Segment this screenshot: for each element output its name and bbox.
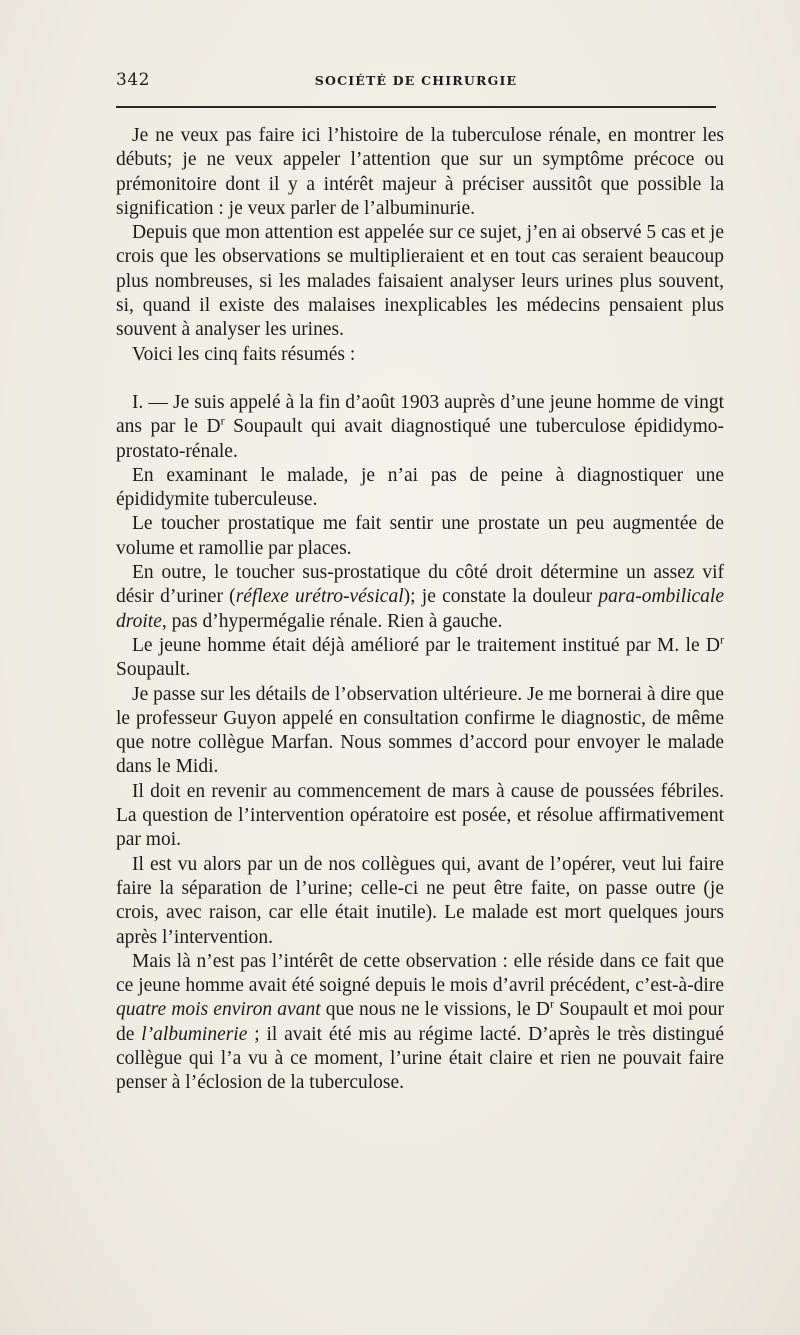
paragraph-p4 — [116, 391, 724, 464]
running-head: SOCIÉTÉ DE CHIRURGIE — [314, 73, 518, 88]
text-run: Je passe sur les détails de l’observation ultérieure. Je me bornerai à dire que le professeur Guyon appelé en consultation confirme le diagnostic, de même que notre collègue Marfan. Nous sommes d’accord pour envoyer le malade dans le Midi. — [116, 683, 724, 778]
text-run: Il est vu alors par un de nos collègues qui, avant de l’opérer, veut lui faire faire la séparation de l’urine; celle-ci ne peut être faite, on passe outre (je crois, avec raison, car elle était inutile). Le malade est mort quelques jours après l’intervention. — [116, 853, 724, 948]
text-run: ); je constate la douleur — [403, 586, 599, 608]
header-rule — [116, 106, 716, 108]
text-run: I. — Je suis appelé à la fin d’août 1903 auprès d’une jeune homme de vingt ans par le D — [116, 391, 724, 438]
body-text — [116, 124, 724, 1096]
italic-text: l’albuminerie — [141, 1023, 248, 1045]
paragraph-p11 — [116, 853, 724, 950]
paragraph-p2 — [116, 221, 724, 342]
text-run: Mais là n’est pas l’intérêt de cette observation : elle réside dans ce fait que ce jeune homme avait été soigné depuis le mois d’avril précédent, c’est-à-dire — [116, 950, 724, 997]
italic-text: réflexe urétro-vésical — [235, 586, 404, 608]
text-run: Le jeune homme était déjà amélioré par le traitement institué par M. le D — [132, 634, 720, 656]
text-run: Depuis que mon attention est appelée sur ce sujet, j’en ai observé 5 cas et je crois que les observations se multiplieraient et en tout cas seraient beaucoup plus nombreuses, si les malades faisaient analyser leurs urines plus souvent, si, quand il existe des malaises inexplicables les médecins pensaient plus souvent à analyser les urines. — [116, 222, 724, 341]
text-run: Voici les cinq faits résumés : — [132, 343, 356, 365]
paragraph-p5 — [116, 464, 724, 513]
superscript: r — [720, 632, 724, 647]
superscript: r — [220, 413, 225, 428]
page-number: 342 — [116, 70, 150, 90]
text-run: Soupault qui avait diagnostiqué une tuberculose épididymo-prostato-rénale. — [116, 416, 724, 462]
italic-text: quatre mois environ avant — [116, 999, 321, 1021]
text-run: Soupault. — [116, 659, 191, 681]
text-run: , pas d’hypermégalie rénale. Rien à gauche. — [161, 610, 503, 632]
paragraph-p6 — [116, 512, 724, 561]
paragraph-p1 — [116, 124, 724, 221]
paragraph-p10 — [116, 780, 724, 853]
paragraph-p8 — [116, 634, 724, 683]
text-run: Le toucher prostatique me fait sentir une prostate un peu augmentée de volume et ramollie par places. — [116, 513, 724, 559]
text-run: En examinant le malade, je n’ai pas de peine à diagnostiquer une épididymite tuberculeuse. — [116, 464, 724, 511]
text-run: ; il avait été mis au régime lacté. D’après le très distingué collègue qui l’a vu à ce moment, l’urine était claire et rien ne pouvait faire penser à l’éclosion de la tuberculose. — [116, 1023, 724, 1094]
page-header — [116, 70, 716, 98]
text-run: En outre, le toucher sus-prostatique du côté droit détermine un assez vif désir d’uriner ( — [116, 562, 724, 608]
text-run: que nous ne le vissions, le D — [320, 999, 550, 1021]
paragraph-p3 — [116, 343, 724, 367]
text-run: Soupault et moi pour de — [116, 999, 724, 1045]
text-run: Je ne veux pas faire ici l’histoire de la tuberculose rénale, en montrer les débuts; je ne veux appeler l’attention que sur un symptôme précoce ou prémonitoire dont il y a intérêt majeur à préciser aussitôt que possible la signification : je veux parler de l’albuminurie. — [116, 125, 724, 219]
italic-text: para-ombilicale droite — [116, 586, 725, 632]
superscript: r — [549, 996, 554, 1011]
paragraph-p9 — [116, 683, 724, 780]
text-run: Il doit en revenir au commencement de mars à cause de poussées fébriles. La question de l’intervention opératoire est posée, et résolue affirmativement par moi. — [116, 780, 724, 851]
paragraph-p12 — [116, 950, 724, 1096]
paragraph-p7 — [116, 561, 724, 634]
